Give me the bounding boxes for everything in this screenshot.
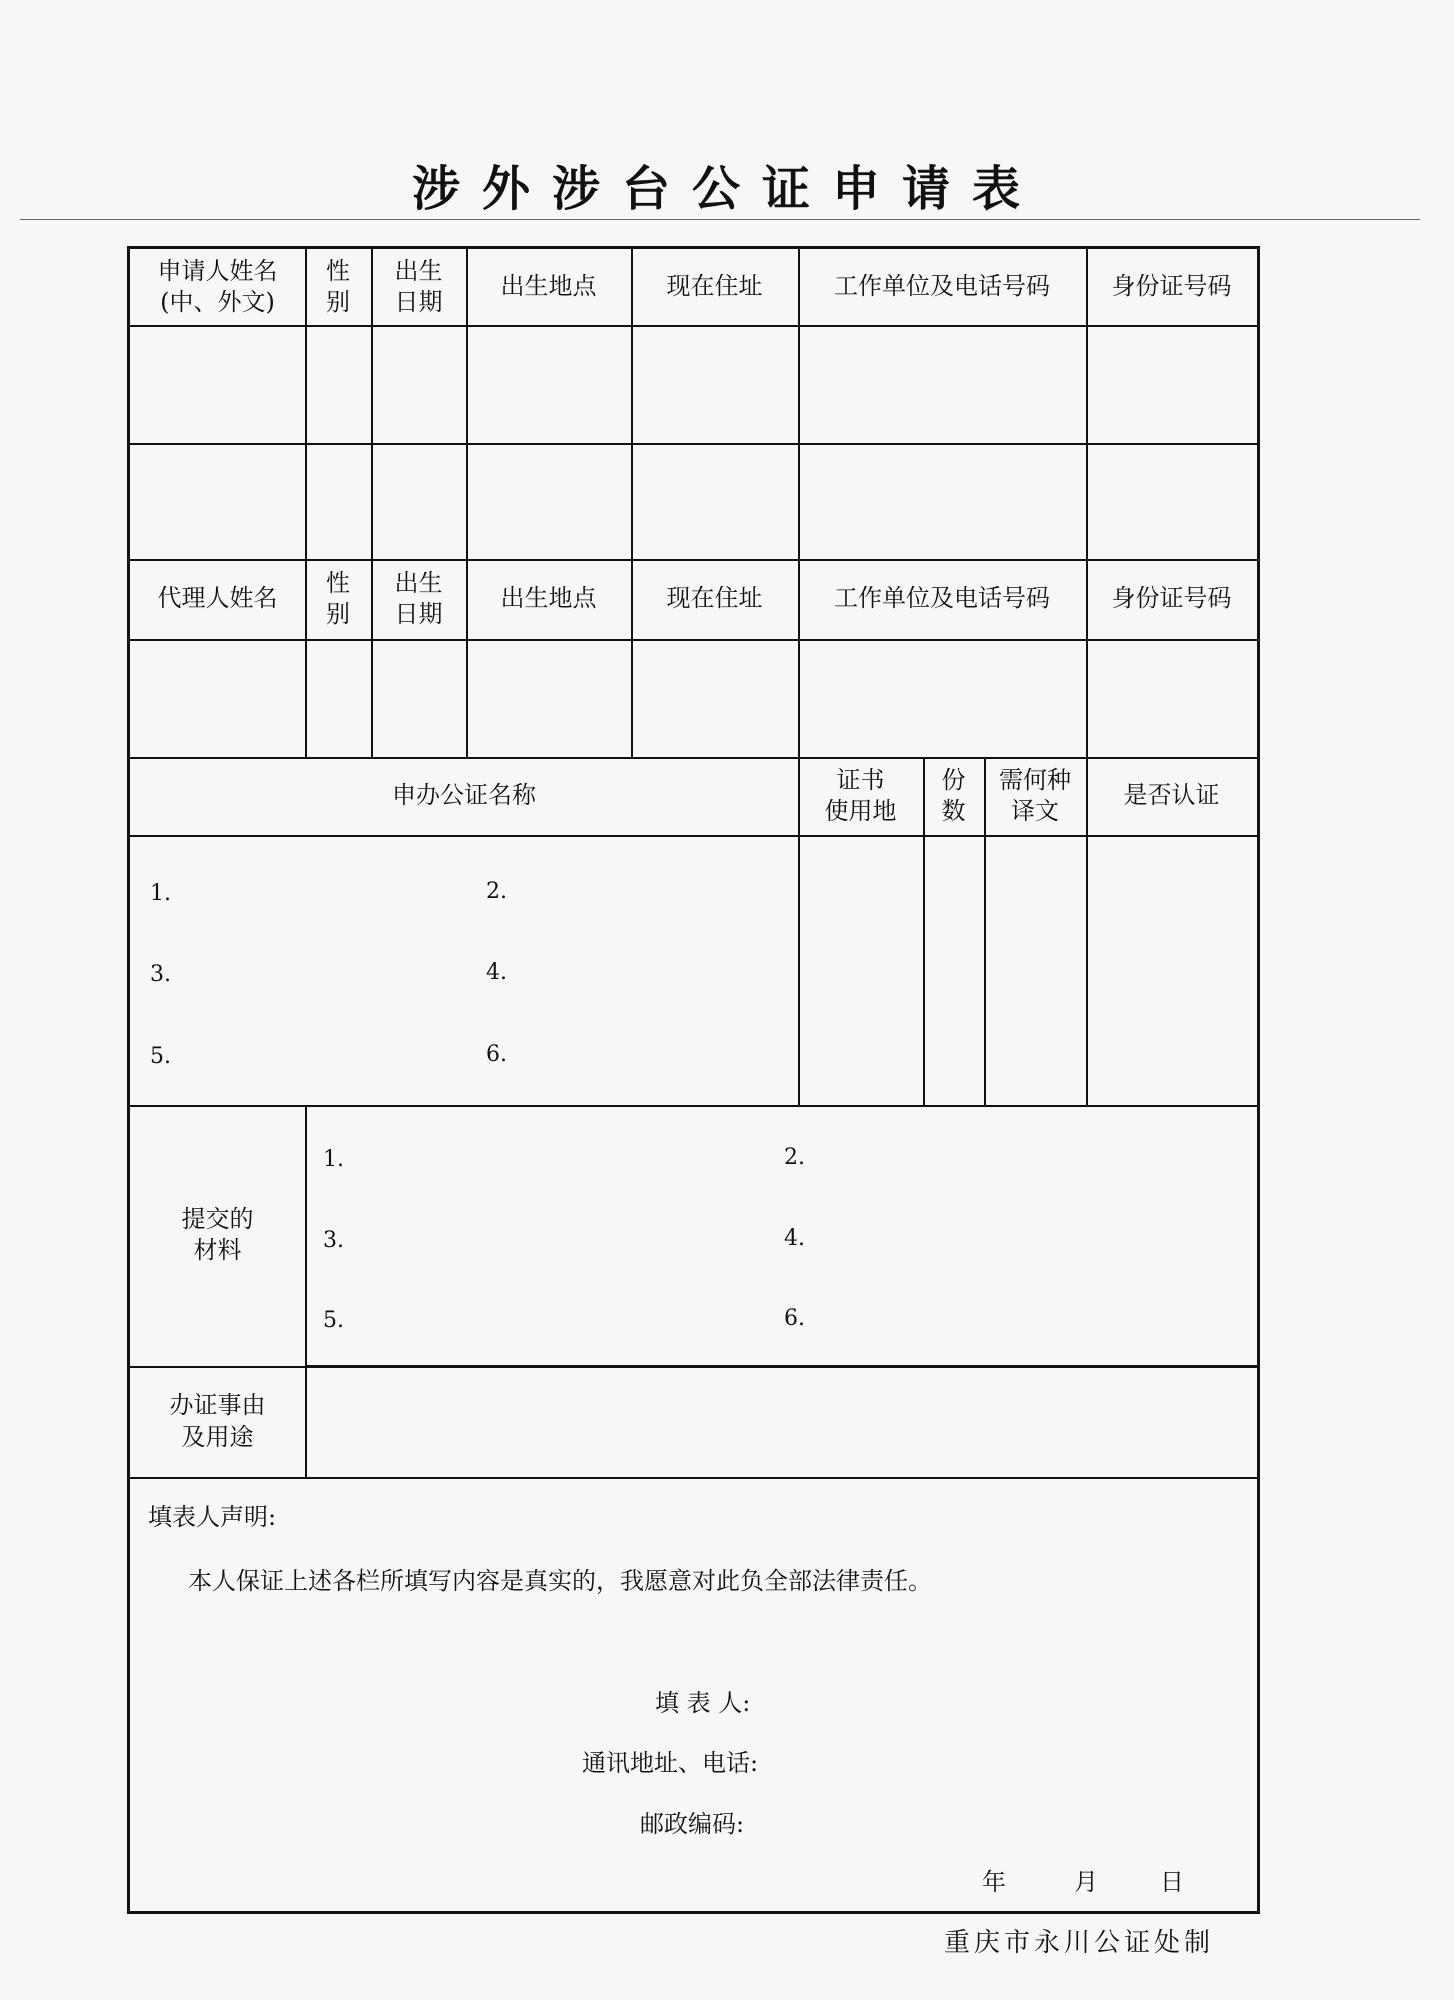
col-divider: [631, 249, 633, 757]
declaration-heading: 填表人声明:: [148, 1503, 277, 1531]
applicant-id-header: 身份证号码: [1111, 272, 1232, 301]
date-month: 月: [1074, 1868, 1098, 1896]
cert-item-number: 6.: [486, 1042, 507, 1067]
cert-authentication-header: 是否认证: [1123, 781, 1220, 810]
applicant-birthplace-header: 出生地点: [500, 272, 597, 301]
declaration-text: 本人保证上述各栏所填写内容是真实的，我愿意对此负全部法律责任。: [188, 1567, 932, 1595]
agent-gender-header: 性 别: [326, 568, 350, 628]
material-item-number: 5.: [323, 1308, 344, 1333]
col-divider: [305, 1105, 307, 1477]
materials-label: 提交的 材料: [181, 1204, 254, 1264]
material-item-number: 1.: [323, 1147, 344, 1172]
agent-name-header: 代理人姓名: [157, 584, 278, 613]
col-divider: [798, 249, 800, 757]
contact-label: 通讯地址、电话:: [582, 1749, 759, 1777]
cert-translation-header: 需何种 译文: [999, 765, 1071, 825]
material-item-number: 6.: [784, 1306, 805, 1331]
applicant-birthdate-header: 出生 日期: [394, 256, 443, 316]
agent-id-header: 身份证号码: [1111, 584, 1232, 613]
title-rule: [20, 219, 1420, 220]
col-divider: [466, 249, 468, 757]
cert-item-number: 2.: [486, 879, 507, 904]
form-title: 涉外涉台公证申请表: [411, 161, 1042, 217]
application-form: [127, 246, 1260, 1914]
material-item-number: 3.: [323, 1228, 344, 1253]
agent-birthplace-header: 出生地点: [500, 584, 597, 613]
cert-item-number: 5.: [150, 1044, 171, 1069]
applicant-address-header: 现在住址: [666, 272, 763, 301]
col-divider: [1086, 249, 1088, 757]
material-item-number: 2.: [784, 1145, 805, 1170]
cert-name-header: 申办公证名称: [392, 781, 536, 810]
cert-item-number: 3.: [150, 962, 171, 987]
cert-item-number: 1.: [150, 881, 171, 906]
cert-use-place-header: 证书 使用地: [824, 765, 897, 825]
postcode-label: 邮政编码:: [640, 1810, 745, 1838]
purpose-label: 办证事由 及用途: [169, 1391, 266, 1451]
agent-work-phone-header: 工作单位及电话号码: [834, 584, 1050, 613]
cert-copies-header: 份 数: [941, 765, 966, 825]
cert-item-number: 4.: [486, 960, 507, 985]
col-divider: [371, 249, 373, 757]
date-year: 年: [982, 1868, 1006, 1896]
row-divider: [130, 1477, 1257, 1479]
applicant-name-header: 申请人姓名 (中、外文): [157, 256, 278, 316]
agent-birthdate-header: 出生 日期: [394, 568, 443, 628]
applicant-gender-header: 性 别: [326, 256, 350, 316]
material-item-number: 4.: [784, 1226, 805, 1251]
issuer-footer: 重庆市永川公证处制: [943, 1928, 1214, 1958]
agent-address-header: 现在住址: [666, 584, 763, 613]
applicant-work-phone-header: 工作单位及电话号码: [834, 272, 1050, 301]
col-divider: [305, 249, 307, 757]
date-day: 日: [1160, 1868, 1184, 1896]
signer-label: 填 表 人:: [655, 1689, 751, 1717]
